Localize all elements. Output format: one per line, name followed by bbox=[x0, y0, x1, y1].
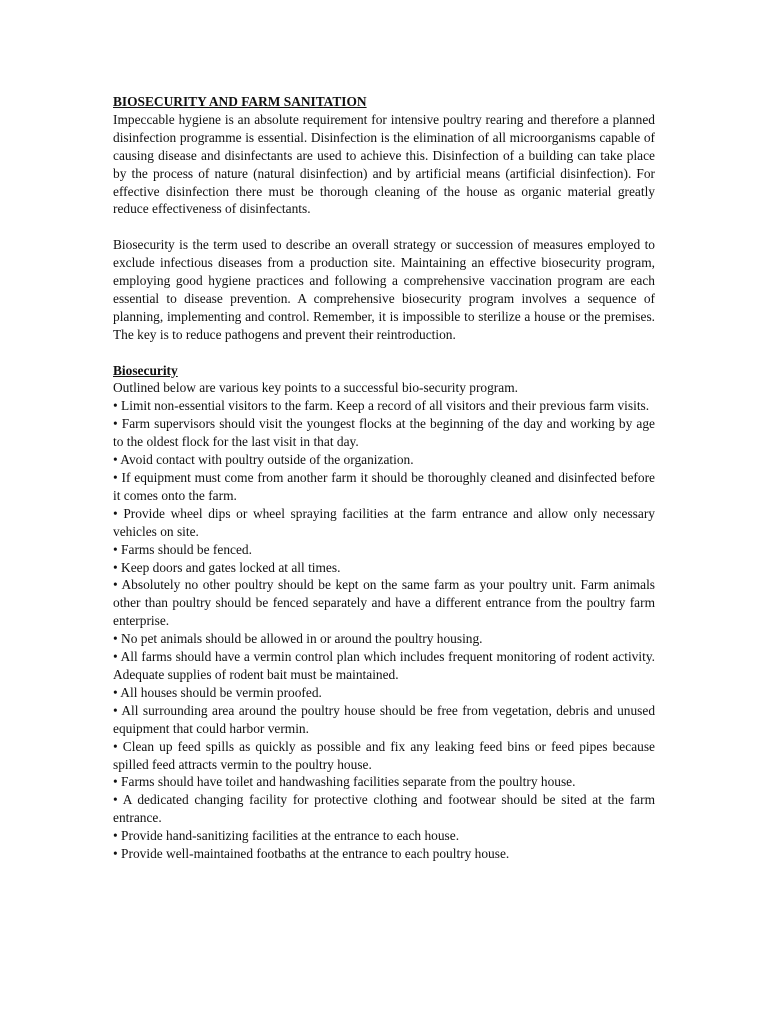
bullet-icon bbox=[113, 649, 121, 664]
bullet-icon bbox=[113, 774, 121, 789]
document-page bbox=[113, 93, 655, 863]
list-item: • Farms should have toilet and handwashing facilities separate from the poultry house. bbox=[113, 773, 655, 791]
list-item: • All surrounding area around the poultry house should be free from vegetation, debris and unused equipment that could harbor vermin. bbox=[113, 702, 655, 738]
list-item: • Absolutely no other poultry should be kept on the same farm as your poultry unit. Farm animals other than poultry should be fenced separately and have a different entrance from the poultry farm enterprise. bbox=[113, 576, 655, 630]
bullet-icon bbox=[113, 631, 121, 646]
list-item: • All farms should have a vermin control plan which includes frequent monitoring of rodent activity. Adequate supplies of rodent bait must be maintained. bbox=[113, 648, 655, 684]
bullet-icon bbox=[113, 542, 121, 557]
list-item: • All houses should be vermin proofed. bbox=[113, 684, 655, 702]
bullet-list bbox=[113, 397, 655, 863]
list-item: • A dedicated changing facility for protective clothing and footwear should be sited at the farm entrance. bbox=[113, 791, 655, 827]
list-item: • Avoid contact with poultry outside of the organization. bbox=[113, 451, 655, 469]
paragraph-spacer bbox=[113, 218, 655, 236]
list-item: • Provide hand-sanitizing facilities at the entrance to each house. bbox=[113, 827, 655, 845]
list-item: • If equipment must come from another farm it should be thoroughly cleaned and disinfected before it comes onto the farm. bbox=[113, 469, 655, 505]
list-item: • Keep doors and gates locked at all times. bbox=[113, 559, 655, 577]
document-title: BIOSECURITY AND FARM SANITATION bbox=[113, 94, 367, 109]
bullet-icon bbox=[113, 739, 123, 754]
list-item: • Farm supervisors should visit the youngest flocks at the beginning of the day and working by age to the oldest flock for the last visit in that day. bbox=[113, 415, 655, 451]
section-intro: Outlined below are various key points to a successful bio-security program. bbox=[113, 380, 518, 396]
bullet-icon bbox=[113, 792, 123, 807]
biosecurity-paragraph: Biosecurity is the term used to describe an overall strategy or succession of measures employed to exclude infectious diseases from a production site. Maintaining an effective biosecurity program, employing good hygiene practices and following a comprehensive vaccination program are each essential to disease prevention. A comprehensive biosecurity program involves a sequence of planning, implementing and control. Remember, it is impossible to sterilize a house or the premises. The key is to reduce pathogens and prevent their reintroduction. bbox=[113, 237, 655, 342]
bullet-icon bbox=[113, 398, 121, 413]
intro-paragraph: Impeccable hygiene is an absolute requirement for intensive poultry rearing and therefore a planned disinfection programme is essential. Disinfection is the elimination of all microorganisms capable of causing disease and disinfectants are used to achieve this. Disinfection of a building can take place by the process of nature (natural disinfection) and by artificial means (artificial disinfection). For effective disinfection there must be thorough cleaning of the house as organic material greatly reduce effectiveness of disinfectants. bbox=[113, 111, 655, 217]
list-item: • Provide well-maintained footbaths at the entrance to each poultry house. bbox=[113, 845, 655, 863]
bullet-icon bbox=[113, 846, 121, 861]
bullet-icon bbox=[113, 560, 121, 575]
list-item: • Limit non-essential visitors to the farm. Keep a record of all visitors and their previous farm visits. bbox=[113, 397, 655, 415]
list-item: • Farms should be fenced. bbox=[113, 541, 655, 559]
bullet-icon bbox=[113, 506, 123, 521]
bullet-icon bbox=[113, 828, 121, 843]
list-item: • Provide wheel dips or wheel spraying facilities at the farm entrance and allow only necessary vehicles on site. bbox=[113, 505, 655, 541]
list-item: • Clean up feed spills as quickly as possible and fix any leaking feed bins or feed pipes because spilled feed attracts vermin to the poultry house. bbox=[113, 738, 655, 774]
bullet-icon bbox=[113, 577, 122, 592]
section-heading: Biosecurity bbox=[113, 362, 178, 378]
bullet-icon bbox=[113, 470, 122, 485]
list-item: • No pet animals should be allowed in or around the poultry housing. bbox=[113, 630, 655, 648]
bullet-icon bbox=[113, 416, 122, 431]
paragraph-spacer bbox=[113, 344, 655, 362]
